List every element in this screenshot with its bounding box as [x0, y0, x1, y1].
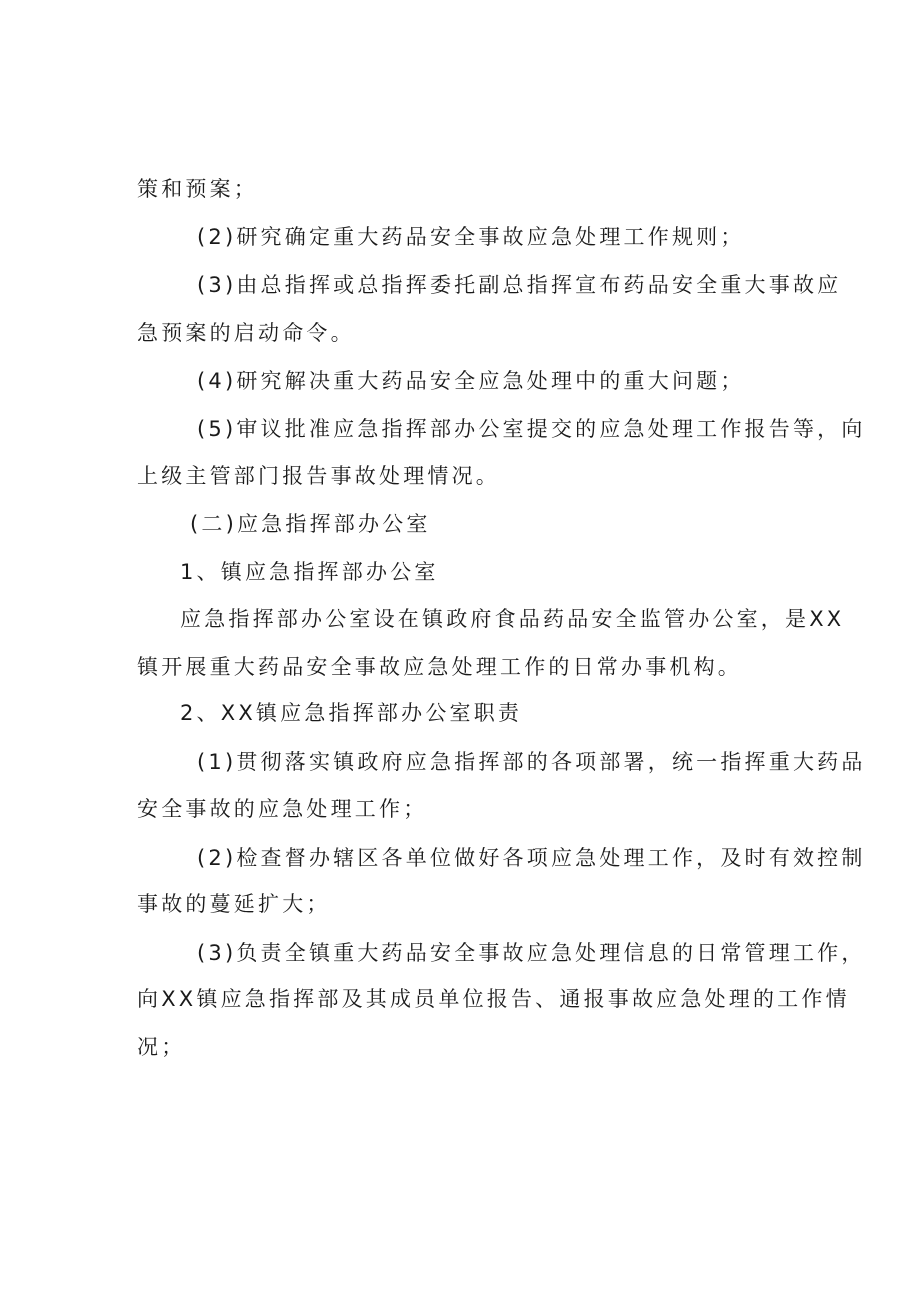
text-line: 向XX镇应急指挥部及其成员单位报告、通报事故应急处理的工作情 — [137, 987, 850, 1011]
text-line: (2)检查督办辖区各单位做好各项应急处理工作，及时有效控制 — [197, 846, 866, 870]
text-line: 策和预案； — [137, 177, 258, 201]
section-heading: (二)应急指挥部办公室 — [190, 512, 431, 536]
text-line: 急预案的启动命令。 — [137, 321, 355, 345]
text-line: 况； — [137, 1035, 186, 1059]
text-line: 上级主管部门报告事故处理情况。 — [137, 464, 500, 488]
text-line: (1)贯彻落实镇政府应急指挥部的各项部署，统一指挥重大药品 — [197, 750, 866, 774]
subsection-heading: 1、镇应急指挥部办公室 — [180, 560, 439, 584]
text-line: 事故的蔓延扩大； — [137, 892, 331, 916]
text-line: 安全事故的应急处理工作； — [137, 797, 428, 821]
text-line: (3)负责全镇重大药品安全事故应急处理信息的日常管理工作， — [197, 941, 866, 965]
text-line: (2)研究确定重大药品安全事故应急处理工作规则； — [197, 225, 745, 249]
subsection-heading: 2、XX镇应急指挥部办公室职责 — [180, 701, 523, 725]
text-line: 镇开展重大药品安全事故应急处理工作的日常办事机构。 — [137, 655, 742, 679]
text-line: (3)由总指挥或总指挥委托副总指挥宣布药品安全重大事故应 — [197, 273, 842, 297]
text-line: 应急指挥部办公室设在镇政府食品药品安全监管办公室，是XX — [180, 607, 845, 631]
text-line: (4)研究解决重大药品安全应急处理中的重大问题； — [197, 369, 745, 393]
text-line: (5)审议批准应急指挥部办公室提交的应急处理工作报告等，向 — [197, 417, 866, 441]
